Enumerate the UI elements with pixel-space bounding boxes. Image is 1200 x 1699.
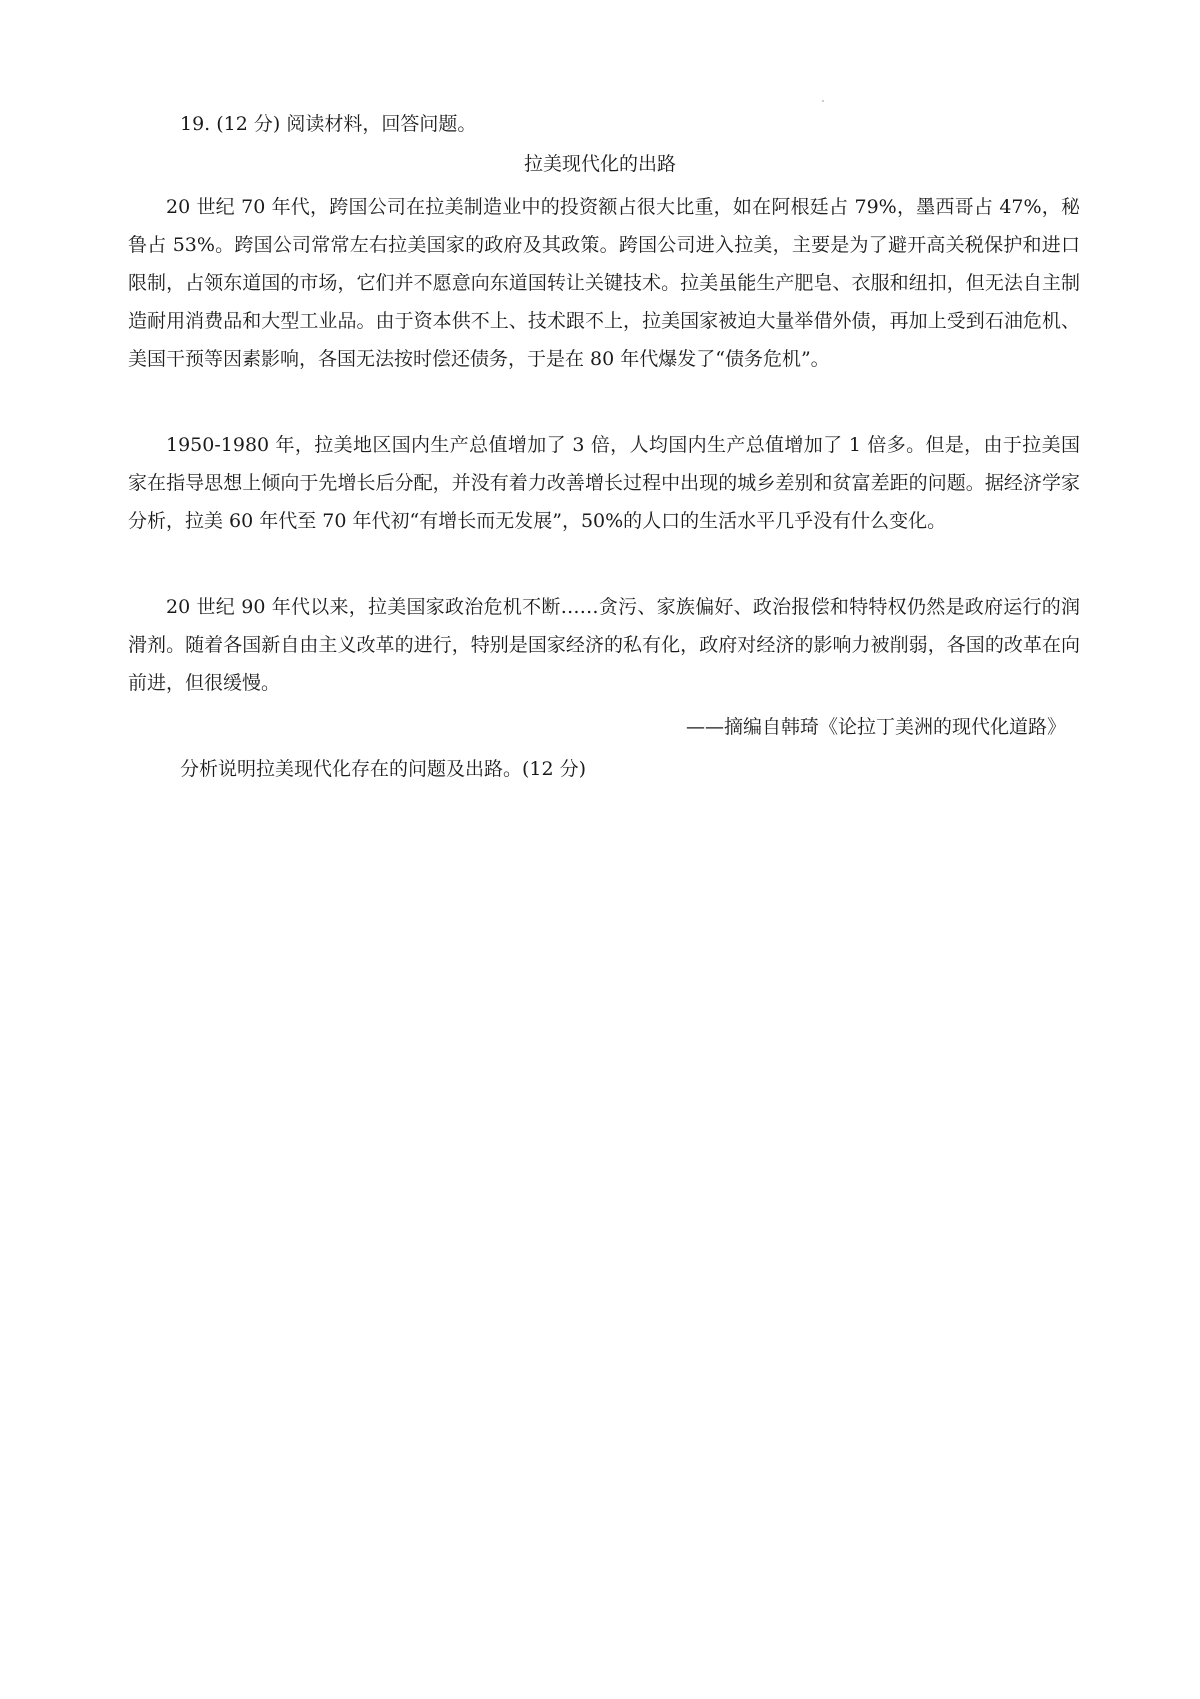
material-title: 拉美现代化的出路 (523, 153, 676, 175)
question-header: 19. (12 分) 阅读材料，回答问题。 (180, 113, 477, 135)
material-paragraph-3: 20 世纪 90 年代以来，拉美国家政治危机不断……贪污、家族偏好、政治报偿和特特权仍然是政府运行的润滑剂。随着各国新自由主义改革的进行，特别是国家经济的私有化，政府对经济的影响力被削弱，各国的改革在向前进，但很缓慢。 (128, 596, 1080, 694)
material-paragraph-1: 20 世纪 70 年代，跨国公司在拉美制造业中的投资额占很大比重，如在阿根廷占 79%，墨西哥占 47%，秘鲁占 53%。跨国公司常常左右拉美国家的政府及其政策。跨国公司进入拉美，主要是为了避开高关税保护和进口限制，占领东道国的市场，它们并不愿意向东道国转让关键技术。拉美虽能生产肥皂、衣服和纽扣，但无法自主制造耐用消费品和大型工业品。由于资本供不上、技术跟不上，拉美国家被迫大量举借外债，再加上受到石油危机、美国干预等因素影响，各国无法按时偿还债务，于是在 80 年代爆发了“债务危机”。 (128, 196, 1080, 370)
scan-speck (822, 100, 824, 102)
source-citation: ——摘编自韩琦《论拉丁美洲的现代化道路》 (685, 716, 1066, 738)
question-prompt: 分析说明拉美现代化存在的问题及出路。(12 分) (180, 758, 587, 780)
material-paragraph-2: 1950-1980 年，拉美地区国内生产总值增加了 3 倍，人均国内生产总值增加了 1 倍多。但是，由于拉美国家在指导思想上倾向于先增长后分配，并没有着力改善增长过程中出现的城乡差别和贫富差距的问题。据经济学家分析，拉美 60 年代至 70 年代初“有增长而无发展”，50%的人口的生活水平几乎没有什么变化。 (128, 434, 1080, 532)
